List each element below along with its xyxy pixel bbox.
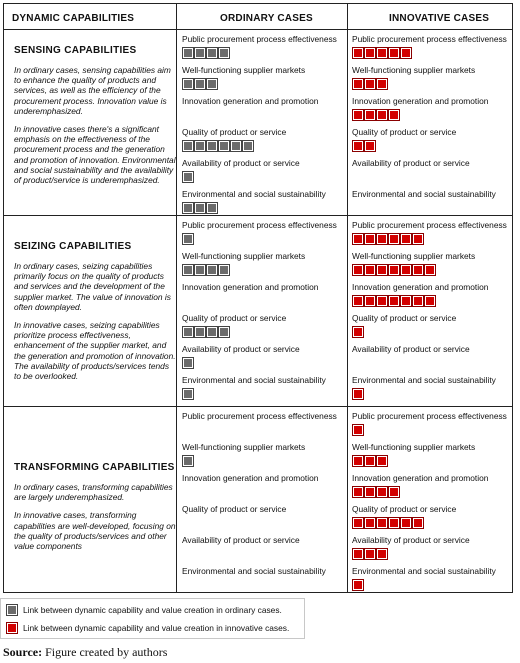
ordinary-link-square bbox=[183, 358, 193, 368]
innovative-link-square bbox=[377, 110, 387, 120]
ordinary-value-label: Quality of product or service bbox=[182, 127, 287, 137]
innovative-link-square bbox=[377, 549, 387, 559]
innovative-link-square bbox=[353, 327, 363, 337]
innovative-link-square bbox=[401, 518, 411, 528]
ordinary-link-square bbox=[207, 203, 217, 213]
ordinary-value-label: Public procurement process effectiveness bbox=[182, 220, 337, 230]
innovative-link-square bbox=[389, 265, 399, 275]
ordinary-value-label: Public procurement process effectiveness bbox=[182, 34, 337, 44]
innovative-link-square bbox=[353, 110, 363, 120]
ordinary-link-square bbox=[231, 141, 241, 151]
innovative-link-square bbox=[365, 110, 375, 120]
innovative-link-square bbox=[401, 234, 411, 244]
ordinary-link-square bbox=[183, 79, 193, 89]
innovative-link-squares bbox=[353, 79, 387, 89]
innovative-link-square bbox=[425, 296, 435, 306]
header-divider bbox=[4, 29, 512, 30]
innovative-link-square bbox=[377, 296, 387, 306]
innovative-link-square bbox=[353, 425, 363, 435]
innovative-link-squares bbox=[353, 456, 387, 466]
ordinary-link-square bbox=[183, 327, 193, 337]
ordinary-value-label: Environmental and social sustainability bbox=[182, 375, 326, 385]
innovative-value-label: Quality of product or service bbox=[352, 313, 457, 323]
ordinary-link-square bbox=[183, 389, 193, 399]
innovative-link-square bbox=[389, 487, 399, 497]
innovative-link-square bbox=[365, 141, 375, 151]
innovative-link-squares bbox=[353, 487, 399, 497]
ordinary-value-label: Availability of product or service bbox=[182, 535, 300, 545]
innovative-link-square bbox=[425, 265, 435, 275]
ordinary-link-squares bbox=[183, 48, 229, 58]
legend-innovative-label: Link between dynamic capability and value creation in innovative cases. bbox=[23, 623, 290, 633]
innovative-link-square bbox=[413, 234, 423, 244]
ordinary-link-square bbox=[183, 141, 193, 151]
ordinary-value-label: Quality of product or service bbox=[182, 313, 287, 323]
ordinary-value-label: Environmental and social sustainability bbox=[182, 189, 326, 199]
innovative-link-square bbox=[365, 296, 375, 306]
ordinary-link-square bbox=[195, 48, 205, 58]
ordinary-value-label: Innovation generation and promotion bbox=[182, 473, 319, 483]
innovative-value-label: Innovation generation and promotion bbox=[352, 96, 489, 106]
innovative-link-square bbox=[353, 487, 363, 497]
innovative-value-label: Availability of product or service bbox=[352, 344, 470, 354]
innovative-link-square bbox=[365, 234, 375, 244]
innovative-link-square bbox=[413, 296, 423, 306]
innovative-link-square bbox=[353, 456, 363, 466]
innovative-link-square bbox=[413, 518, 423, 528]
ordinary-value-label: Well-functioning supplier markets bbox=[182, 442, 306, 452]
ordinary-link-squares bbox=[183, 456, 193, 466]
ordinary-link-square bbox=[183, 456, 193, 466]
innovative-link-squares bbox=[353, 518, 423, 528]
source-label: Source: bbox=[3, 645, 43, 659]
innovative-link-square bbox=[401, 265, 411, 275]
legend-ordinary-label: Link between dynamic capability and value creation in ordinary cases. bbox=[23, 605, 282, 615]
innovative-value-label: Environmental and social sustainability bbox=[352, 189, 496, 199]
section-text-2 bbox=[14, 241, 176, 389]
innovative-link-square bbox=[377, 265, 387, 275]
ordinary-link-square bbox=[207, 141, 217, 151]
innovative-link-squares bbox=[353, 425, 363, 435]
section-description: In ordinary cases, transforming capabilities are largely underemphasized. bbox=[14, 482, 173, 503]
ordinary-link-square bbox=[243, 141, 253, 151]
section-description: In ordinary cases, seizing capabilities primarily focus on the quality of products and services and the development of the supplier market. The value of innovation is often downplayed. bbox=[14, 261, 171, 312]
ordinary-link-square bbox=[183, 234, 193, 244]
section-description: In innovative cases, seizing capabilities prioritize process effectiveness, enhancement of the supplier market, and the generation and promotion of innovation. The availability of products/services tends to be overlooked. bbox=[14, 320, 176, 382]
innovative-link-square bbox=[365, 456, 375, 466]
innovative-link-squares bbox=[353, 110, 399, 120]
header-dynamic-capabilities: DYNAMIC CAPABILITIES bbox=[12, 13, 135, 24]
ordinary-link-square bbox=[195, 79, 205, 89]
ordinary-link-squares bbox=[183, 265, 229, 275]
innovative-link-square bbox=[389, 296, 399, 306]
section-title: SENSING CAPABILITIES bbox=[14, 45, 137, 56]
innovative-link-square bbox=[353, 549, 363, 559]
ordinary-link-squares bbox=[183, 172, 193, 182]
innovative-link-squares bbox=[353, 265, 435, 275]
ordinary-link-square bbox=[183, 172, 193, 182]
ordinary-link-square bbox=[183, 48, 193, 58]
ordinary-value-label: Availability of product or service bbox=[182, 344, 300, 354]
ordinary-value-label: Quality of product or service bbox=[182, 504, 287, 514]
section-title: SEIZING CAPABILITIES bbox=[14, 241, 132, 252]
ordinary-link-square bbox=[195, 141, 205, 151]
ordinary-value-label: Well-functioning supplier markets bbox=[182, 65, 306, 75]
legend-item-innovative bbox=[7, 623, 289, 633]
innovative-value-label: Public procurement process effectiveness bbox=[352, 34, 507, 44]
section-divider-2 bbox=[4, 406, 512, 407]
ordinary-link-squares bbox=[183, 234, 193, 244]
innovative-link-square bbox=[389, 110, 399, 120]
innovative-link-square bbox=[401, 48, 411, 58]
innovative-link-square bbox=[365, 79, 375, 89]
ordinary-link-square bbox=[219, 327, 229, 337]
innovative-link-square bbox=[377, 487, 387, 497]
innovative-link-square bbox=[389, 48, 399, 58]
innovative-value-label: Environmental and social sustainability bbox=[352, 375, 496, 385]
legend-ordinary-swatch bbox=[7, 605, 17, 615]
innovative-value-label: Innovation generation and promotion bbox=[352, 473, 489, 483]
innovative-link-square bbox=[389, 518, 399, 528]
innovative-link-square bbox=[353, 48, 363, 58]
legend bbox=[0, 598, 305, 639]
ordinary-link-squares bbox=[183, 79, 217, 89]
innovative-link-square bbox=[365, 265, 375, 275]
innovative-link-square bbox=[353, 296, 363, 306]
section-text-1 bbox=[14, 45, 176, 193]
header-innovative-cases: INNOVATIVE CASES bbox=[389, 13, 490, 24]
ordinary-link-squares bbox=[183, 389, 193, 399]
ordinary-value-label: Innovation generation and promotion bbox=[182, 282, 319, 292]
innovative-link-square bbox=[377, 456, 387, 466]
ordinary-link-square bbox=[195, 265, 205, 275]
legend-item-ordinary bbox=[7, 605, 282, 615]
innovative-link-square bbox=[377, 234, 387, 244]
innovative-value-label: Well-functioning supplier markets bbox=[352, 65, 476, 75]
innovative-value-label: Innovation generation and promotion bbox=[352, 282, 489, 292]
section-text-3 bbox=[14, 462, 176, 559]
section-divider-1 bbox=[4, 215, 512, 216]
ordinary-value-label: Availability of product or service bbox=[182, 158, 300, 168]
ordinary-link-square bbox=[207, 48, 217, 58]
ordinary-value-label: Public procurement process effectiveness bbox=[182, 411, 337, 421]
innovative-link-square bbox=[353, 518, 363, 528]
header-ordinary-cases: ORDINARY CASES bbox=[220, 13, 313, 24]
ordinary-link-square bbox=[207, 327, 217, 337]
section-description: In innovative cases there's a significant emphasis on the effectiveness of the procurement process and the generation and promotion of innovation. Environmental and social sustainability and the availability of product/service is underemphasized. bbox=[14, 124, 176, 186]
ordinary-link-square bbox=[195, 203, 205, 213]
innovative-link-square bbox=[353, 234, 363, 244]
column-divider-1 bbox=[176, 4, 177, 592]
innovative-link-square bbox=[353, 580, 363, 590]
innovative-value-label: Well-functioning supplier markets bbox=[352, 251, 476, 261]
innovative-link-square bbox=[365, 549, 375, 559]
innovative-value-label: Quality of product or service bbox=[352, 127, 457, 137]
innovative-link-squares bbox=[353, 580, 363, 590]
innovative-link-squares bbox=[353, 389, 363, 399]
ordinary-link-square bbox=[207, 79, 217, 89]
column-divider-2 bbox=[347, 4, 348, 592]
innovative-link-square bbox=[353, 265, 363, 275]
innovative-link-square bbox=[377, 48, 387, 58]
ordinary-value-label: Well-functioning supplier markets bbox=[182, 251, 306, 261]
ordinary-value-label: Environmental and social sustainability bbox=[182, 566, 326, 576]
ordinary-link-square bbox=[219, 48, 229, 58]
source-note bbox=[3, 645, 167, 660]
innovative-link-squares bbox=[353, 141, 375, 151]
section-description: In innovative cases, transforming capabilities are well-developed, focusing on the quality of products/services and other value components bbox=[14, 510, 176, 552]
innovative-value-label: Public procurement process effectiveness bbox=[352, 411, 507, 421]
innovative-link-square bbox=[353, 79, 363, 89]
innovative-link-square bbox=[413, 265, 423, 275]
innovative-link-square bbox=[377, 79, 387, 89]
ordinary-link-square bbox=[207, 265, 217, 275]
innovative-value-label: Environmental and social sustainability bbox=[352, 566, 496, 576]
innovative-link-square bbox=[365, 518, 375, 528]
ordinary-link-squares bbox=[183, 141, 253, 151]
innovative-link-square bbox=[365, 48, 375, 58]
legend-innovative-swatch bbox=[7, 623, 17, 633]
innovative-link-squares bbox=[353, 327, 363, 337]
source-text: Figure created by authors bbox=[42, 645, 168, 659]
innovative-link-square bbox=[353, 389, 363, 399]
ordinary-link-squares bbox=[183, 358, 193, 368]
ordinary-link-square bbox=[183, 265, 193, 275]
innovative-link-square bbox=[365, 487, 375, 497]
innovative-link-squares bbox=[353, 549, 387, 559]
ordinary-link-square bbox=[195, 327, 205, 337]
innovative-value-label: Well-functioning supplier markets bbox=[352, 442, 476, 452]
innovative-link-square bbox=[389, 234, 399, 244]
innovative-value-label: Availability of product or service bbox=[352, 535, 470, 545]
innovative-link-squares bbox=[353, 48, 411, 58]
innovative-link-squares bbox=[353, 296, 435, 306]
innovative-link-squares bbox=[353, 234, 423, 244]
innovative-link-square bbox=[377, 518, 387, 528]
innovative-link-square bbox=[353, 141, 363, 151]
ordinary-link-square bbox=[219, 265, 229, 275]
innovative-value-label: Public procurement process effectiveness bbox=[352, 220, 507, 230]
diagram-frame bbox=[3, 3, 513, 593]
section-title: TRANSFORMING CAPABILITIES bbox=[14, 462, 175, 473]
ordinary-link-squares bbox=[183, 203, 217, 213]
section-description: In ordinary cases, sensing capabilities aim to enhance the quality of products and services, as well as the efficiency of the procurement process. Innovation value is underemphasized. bbox=[14, 65, 171, 116]
innovative-value-label: Availability of product or service bbox=[352, 158, 470, 168]
ordinary-link-square bbox=[219, 141, 229, 151]
innovative-value-label: Quality of product or service bbox=[352, 504, 457, 514]
ordinary-value-label: Innovation generation and promotion bbox=[182, 96, 319, 106]
innovative-link-square bbox=[401, 296, 411, 306]
ordinary-link-squares bbox=[183, 327, 229, 337]
ordinary-link-square bbox=[183, 203, 193, 213]
